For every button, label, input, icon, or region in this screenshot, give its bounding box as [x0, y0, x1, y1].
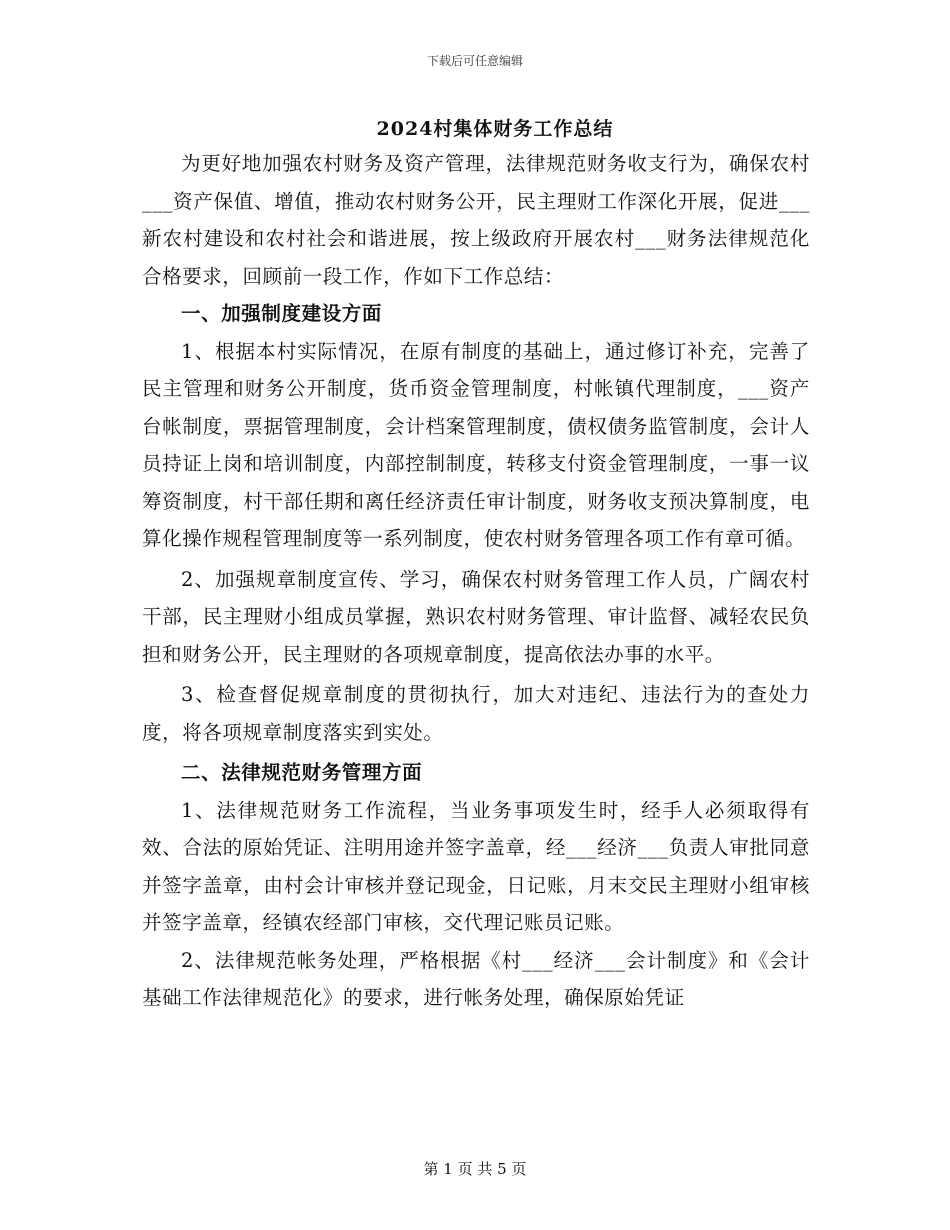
section-heading-2: 二、法律规范财务管理方面: [181, 761, 423, 784]
page-number: 第 1 页 共 5 页: [423, 1160, 527, 1178]
section-1-paragraph-3: 3、检查督促规章制度的贯彻执行，加大对违纪、违法行为的查处力度，将各项规章制度落实到实处。: [142, 683, 810, 744]
document-title: 2024村集体财务工作总结: [376, 118, 614, 140]
section-1-paragraph-2: 2、加强规章制度宣传、学习，确保农村财务管理工作人员，广阔农村干部，民主理财小组成员掌握，熟识农村财务管理、审计监督、减轻农民负担和财务公开，民主理财的各项规章制度，提高依法办事的水平。: [142, 567, 810, 666]
intro-paragraph: 为更好地加强农村财务及资产管理，法律规范财务收支行为，确保农村___资产保值、增值，推动农村财务公开，民主理财工作深化开展，促进___新农村建设和农村社会和谐进展，按上级政府开展农村___财务法律规范化合格要求，回顾前一段工作，作如下工作总结：: [142, 152, 810, 288]
section-2-paragraph-2: 2、法律规范帐务处理，严格根据《村___经济___会计制度》和《会计基础工作法律规范化》的要求，进行帐务处理，确保原始凭证: [142, 948, 810, 1009]
document-body: [142, 145, 810, 1017]
section-1-paragraph-1: 1、根据本村实际情况，在原有制度的基础上，通过修订补充，完善了民主管理和财务公开制度，货币资金管理制度，村帐镇代理制度，___资产台帐制度，票据管理制度，会计档案管理制度，债权债务监管制度，会计人员持证上岗和培训制度，内部控制制度，转移支付资金管理制度，一事一议筹资制度，村干部任期和离任经济责任审计制度，财务收支预决算制度，电算化操作规程管理制度等一系列制度，使农村财务管理各项工作有章可循。: [142, 339, 810, 550]
header-note: 下载后可任意编辑: [426, 54, 523, 68]
section-2-paragraph-1: 1、法律规范财务工作流程，当业务事项发生时，经手人必须取得有效、合法的原始凭证、注明用途并签字盖章，经___经济___负责人审批同意并签字盖章，由村会计审核并登记现金，日记账，月末交民主理财小组审核并签字盖章，经镇农经部门审核，交代理记账员记账。: [142, 798, 810, 934]
section-heading-1: 一、加强制度建设方面: [181, 302, 383, 325]
